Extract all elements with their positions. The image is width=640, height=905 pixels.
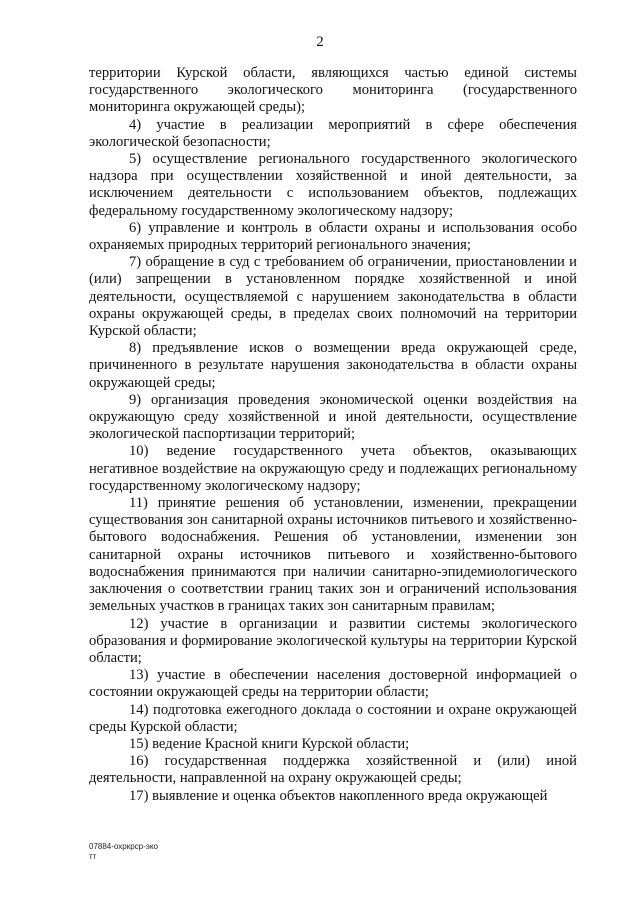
paragraph-item-9: 9) организация проведения экономической оценки воздействия на окружающую среду хозяйственной и иной деятельности, осуществление экологической паспортизации территорий; [89, 391, 577, 443]
paragraph-item-16: 16) государственная поддержка хозяйственной и (или) иной деятельности, направленной на охрану окружающей среды; [89, 753, 577, 787]
paragraph-continuation: территории Курской области, являющихся частью единой системы государственного экологического мониторинга (государственного мониторинга окружающей среды); [89, 65, 577, 116]
paragraph-item-14: 14) подготовка ежегодного доклада о состоянии и охране окружающей среды Курской области; [89, 701, 577, 735]
paragraph-item-11: 11) принятие решения об установлении, изменении, прекращении существования зон санитарной охраны источников питьевого и хозяйственно-бытового водоснабжения. Решения об установлении, изменении зон санитарной охраны источников питьевого и хозяйственно-бытового водоснабжения принимаются при наличии санитарно-эпидемиологического заключения о соответствии границ таких зон и ограничений использования земельных участков в границах таких зон санитарным правилам; [89, 495, 577, 615]
footer-initials: тт [89, 852, 97, 861]
page-number: 2 [316, 34, 324, 50]
document-body [89, 65, 577, 805]
paragraph-item-6: 6) управление и контроль в области охраны и использования особо охраняемых природных территорий регионального значения; [89, 219, 577, 254]
paragraph-item-13: 13) участие в обеспечении населения достоверной информацией о состоянии окружающей среды на территории области; [89, 667, 577, 701]
paragraph-item-10: 10) ведение государственного учета объектов, оказывающих негативное воздействие на окружающую среду и подлежащих региональному государственному экологическому надзору; [89, 443, 577, 494]
paragraph-item-8: 8) предъявление исков о возмещении вреда окружающей среде, причиненного в результате нарушения законодательства в области охраны окружающей среды; [89, 340, 577, 391]
paragraph-item-4: 4) участие в реализации мероприятий в сфере обеспечения экологической безопасности; [89, 116, 577, 150]
document-footer [89, 842, 158, 862]
paragraph-item-5: 5) осуществление регионального государственного экологического надзора при осуществлении хозяйственной и иной деятельности, за исключением деятельности с использованием объектов, подлежащих федеральному государственному экологическому надзору; [89, 151, 577, 219]
paragraph-item-17: 17) выявление и оценка объектов накопленного вреда окружающей [129, 787, 548, 804]
footer-code: 07884-охркрср-эко [89, 842, 158, 851]
paragraph-item-7: 7) обращение в суд с требованием об ограничении, приостановлении и (или) запрещении в установленном порядке хозяйственной и иной деятельности, осуществляемой с нарушением законодательства в области охраны окружающей среды, в пределах своих полномочий на территории Курской области; [89, 254, 577, 340]
paragraph-item-12: 12) участие в организации и развитии системы экологического образования и формирование экологической культуры на территории Курской области; [89, 615, 577, 666]
paragraph-item-15: 15) ведение Красной книги Курской области; [129, 735, 410, 752]
